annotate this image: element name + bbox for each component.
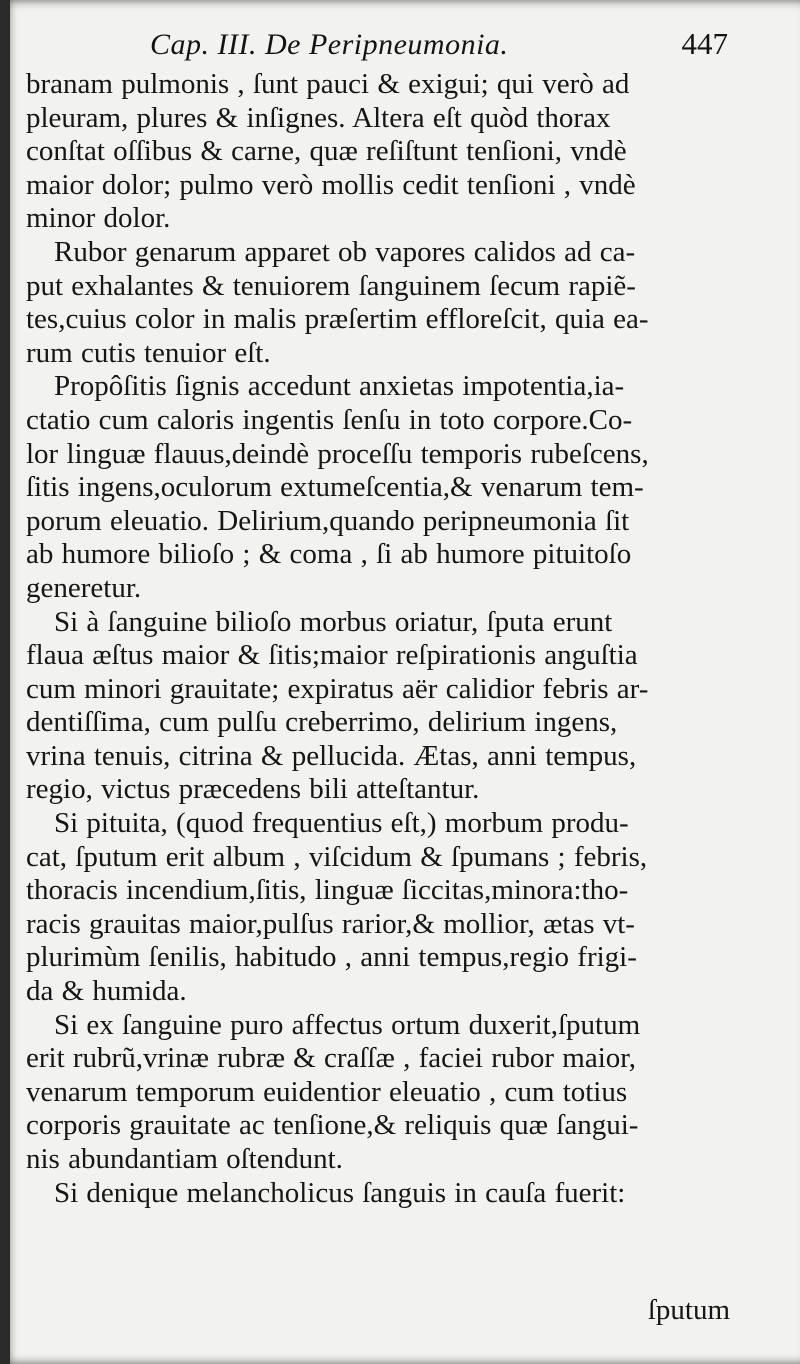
text-line: thoracis incendium,ſitis, linguæ ſiccitas,minora:tho- bbox=[26, 874, 629, 907]
paragraph-start-line: Rubor genarum apparet ob vapores calidos ad ca- bbox=[54, 235, 636, 268]
text-line: plurimùm ſenilis, habitudo , anni tempus,regio frigi- bbox=[26, 941, 637, 974]
running-head: Cap. III. De Peripneumonia. bbox=[150, 28, 509, 61]
text-line: put exhalantes & tenuiorem ſanguinem ſecum rapiẽ- bbox=[26, 269, 636, 302]
text-line: generetur. bbox=[26, 571, 142, 604]
text-line: ſitis ingens,oculorum extumeſcentia,& venarum tem- bbox=[26, 471, 644, 504]
text-line: cat, ſputum erit album , viſcidum & ſpumans ; febris, bbox=[26, 840, 648, 873]
paragraph-start-line: Si ex ſanguine puro affectus ortum duxerit,ſputum bbox=[54, 1008, 641, 1041]
body-text bbox=[26, 68, 736, 1210]
text-line: nis abundantiam oſtendunt. bbox=[26, 1143, 343, 1175]
text-line: racis grauitas maior,pulſus rarior,& mollior, ætas vt- bbox=[26, 907, 635, 940]
text-line: regio, victus præcedens bili atteſtantur. bbox=[26, 773, 480, 806]
text-line: rum cutis tenuior eſt. bbox=[26, 336, 271, 369]
page-header bbox=[150, 24, 728, 66]
paragraph-start-line: Si pituita, (quod frequentius eſt,) morbum produ- bbox=[54, 807, 629, 840]
page-gutter-shadow bbox=[0, 0, 10, 1364]
text-line: tes,cuius color in malis præſertim effloreſcit, quia ea- bbox=[26, 303, 649, 336]
text-line: minor dolor. bbox=[26, 202, 171, 235]
text-line: vrina tenuis, citrina & pellucida. Ætas, anni tempus, bbox=[26, 739, 637, 772]
text-line: corporis grauitate ac tenſione,& reliquis quæ ſangui- bbox=[26, 1109, 639, 1142]
paragraph-start-line: Si denique melancholicus ſanguis in cauſa fuerit: bbox=[54, 1176, 626, 1209]
text-line: lor linguæ flauus,deindè proceſſu temporis rubeſcens, bbox=[26, 437, 649, 470]
paragraph-start-line: Propôſitis ſignis accedunt anxietas impotentia,ia- bbox=[54, 370, 625, 403]
text-line: ctatio cum caloris ingentis ſenſu in toto corpore.Co- bbox=[26, 403, 633, 436]
text-line: da & humida. bbox=[26, 975, 187, 1008]
text-line: ab humore bilioſo ; & coma , ſi ab humore pituitoſo bbox=[26, 538, 632, 571]
text-line: flaua æſtus maior & ſitis;maior reſpirationis anguſtia bbox=[26, 639, 638, 672]
text-line: conſtat oſſibus & carne, quæ reſiſtunt tenſioni, vndè bbox=[26, 135, 627, 168]
text-line: dentiſſima, cum pulſu creberrimo, delirium ingens, bbox=[26, 706, 618, 739]
text-line: cum minori grauitate; expiratus aër calidior febris ar- bbox=[26, 672, 649, 705]
catchword: ſputum bbox=[647, 1294, 730, 1326]
paragraph-start-line: Si à ſanguine bilioſo morbus oriatur, ſputa erunt bbox=[54, 605, 613, 638]
page-number: 447 bbox=[681, 26, 728, 61]
text-line: erit rubrũ,vrinæ rubræ & craſſæ , faciei rubor maior, bbox=[26, 1042, 637, 1075]
text-line: porum eleuatio. Delirium,quando peripneumonia ſit bbox=[26, 504, 630, 537]
text-line: pleuram, plures & inſignes. Altera eſt quòd thorax bbox=[26, 101, 611, 134]
text-line: branam pulmonis , ſunt pauci & exigui; qui verò ad bbox=[26, 68, 630, 100]
text-line: venarum temporum euidentior eleuatio , cum totius bbox=[26, 1075, 628, 1108]
text-line: maior dolor; pulmo verò mollis cedit tenſioni , vndè bbox=[26, 168, 636, 201]
